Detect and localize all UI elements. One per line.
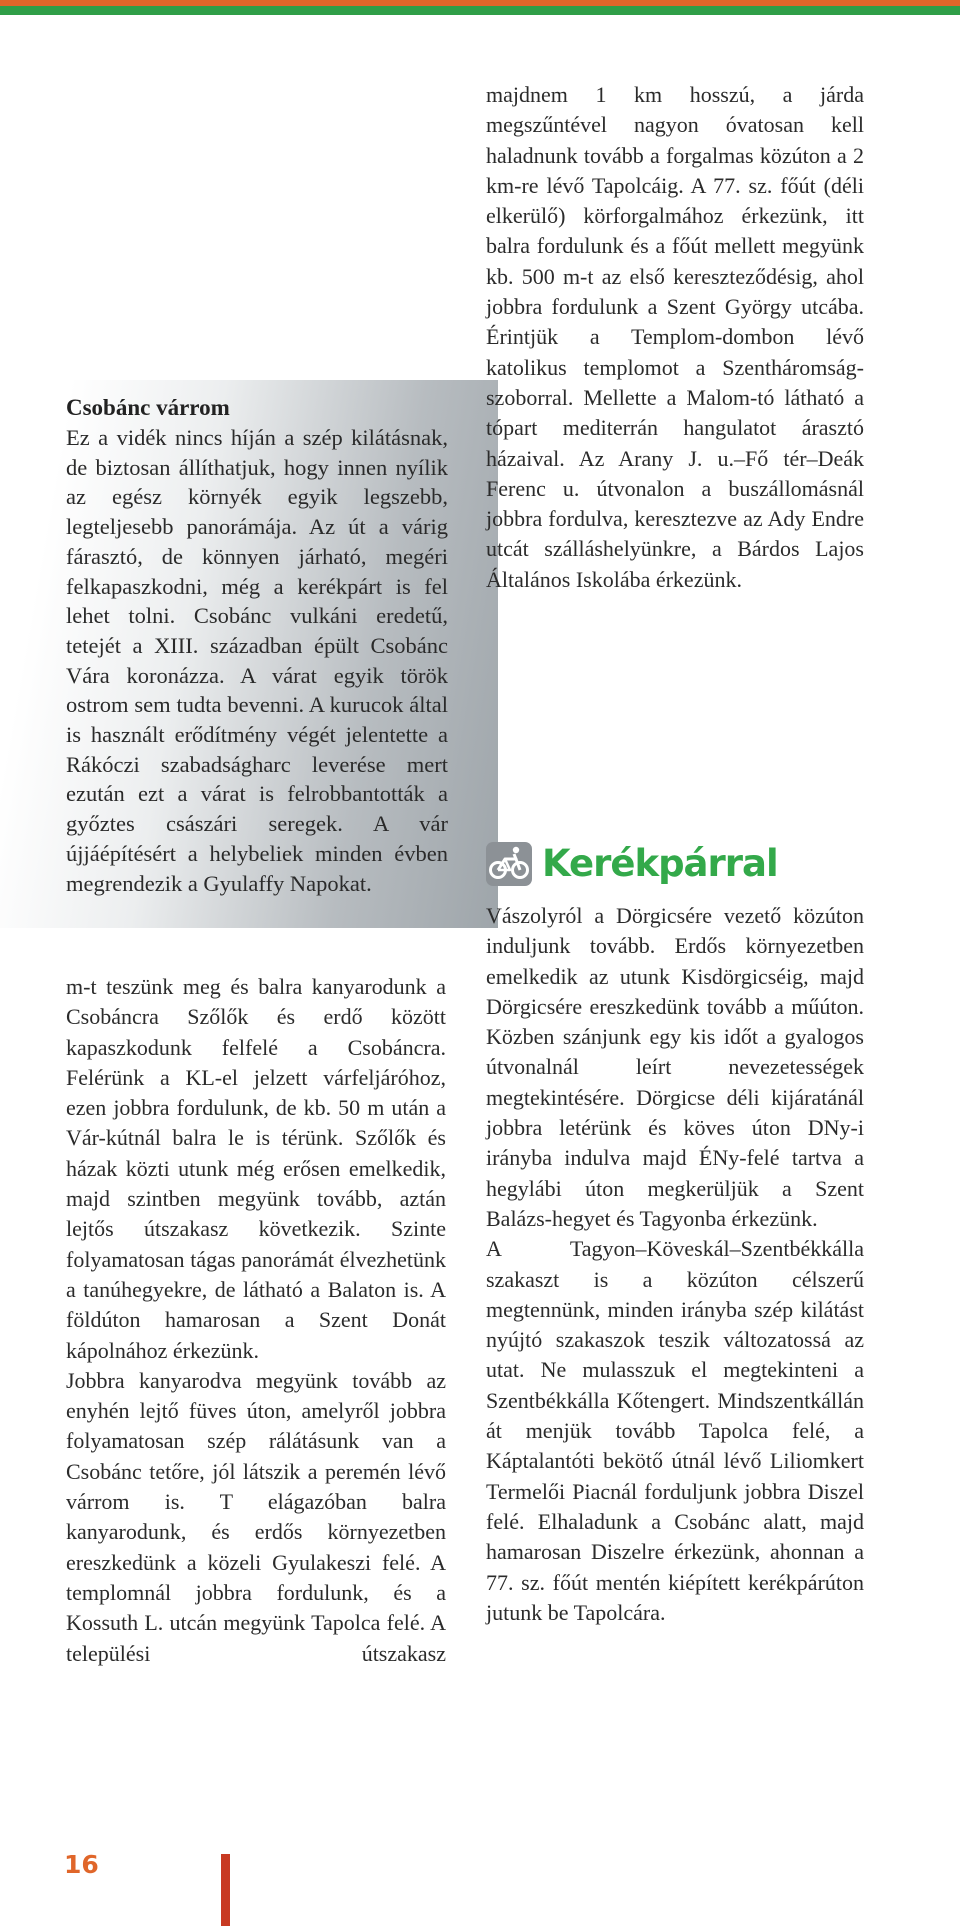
sidebar-title: Csobánc várrom <box>66 395 230 420</box>
left-paragraph-1: m-t teszünk meg és balra kanyarodunk a Csobáncra Szőlők és erdő között kapaszkodunk felfelé a Csobáncra. Felérünk a KL-el jelzett várfeljáróhoz, ezen jobbra fordulunk, de kb. 50 m után a Vár-kútnál balra le is térünk. Szőlők és házak közti utunk még erősen emelkedik, majd szintben megyünk tovább, aztán lejtős útszakasz következik. Szinte folyamatosan tágas panorámát élvezhetünk a tanúhegyekre, de látható a Balaton is. A földúton hamarosan a Szent Donát kápolnához érkezünk. <box>66 974 446 1363</box>
sidebar-box <box>0 380 498 928</box>
right-paragraph-top: majdnem 1 km hosszú, a járda megszűntével nagyon óvatosan kell haladnunk tovább a forgalmas közúton a 2 km-re lévő Tapolcáig. A 77. sz. főút (déli elkerülő) körforgalmához érkezünk, itt balra fordulunk és a főút mellett megyünk kb. 500 m-t az első kereszteződésig, ahol jobbra fordulunk a Szent György utcába. Érintjük a Templom-dombon lévő katolikus templomot a Szentháromság-szoborral. Mellette a Malom-tó látható a tópart mediterrán hangulatot árasztó házaival. Az Arany J. u.–Fő tér–Deák Ferenc u. útvonalon a buszállomásnál jobbra fordulva, keresztezve az Ady Endre utcát szálláshelyünkre, a Bárdos Lajos Általános Iskolába érkezünk. <box>486 82 864 592</box>
left-column <box>66 972 446 1669</box>
right-column-bottom <box>486 901 864 1628</box>
sidebar-text: Ez a vidék nincs híján a szép kilátásnak, de biztosan állíthatjuk, hogy innen nyílik az egész környék egyik legszebb, legteljesebb panorámája. Az út a várig fárasztó, de könnyen járható, megéri felkapaszkodni, még a kerékpárt is fel lehet tolni. Csobánc vulkáni eredetű, tetejét a XIII. században épült Csobánc Vára koronázza. A várat egyik török ostrom sem tudta bevenni. A kurucok által is használt erődítmény végét jelentette a Rákóczi szabadságharc leverése mert ezután ezt a várat is felrobbantották a győztes császári seregek. A vár újjáépítésért a helybeliek minden évben megrendezik a Gyulaffy Napokat. <box>66 425 448 896</box>
section-title: Kerékpárral <box>542 842 778 885</box>
right-paragraph-1: Vászolyról a Dörgicsére vezető közúton induljunk tovább. Erdős környezetben emelkedik az utunk Kisdörgicséig, majd Dörgicsére ereszkedünk tovább a műúton. Közben szánjunk egy kis időt a gyalogos útvonalnál leírt nevezetességek megtekintésére. Dörgicse déli kijáratánál jobbra letérünk és köves úton DNy-i irányba indulva majd ÉNy-felé tartva a hegylábi úton megkerüljük a Szent Balázs-hegyet és Tagyonba érkezünk. <box>486 903 864 1231</box>
page-number: 16 <box>64 1850 99 1879</box>
page-marker-bar <box>221 1854 230 1926</box>
right-paragraph-2: A Tagyon–Köveskál–Szentbékkálla szakaszt is a közúton célszerű megtennünk, minden irányba szép kilátást nyújtó szakaszok teszik változatossá az utat. Ne mulasszuk el megtekinteni a Szentbékkálla Kőtengert. Mindszentkállán át menjük tovább Tapolca felé, a Káptalantóti bekötő útnál lévő Liliomkert Termelői Piacnál forduljunk jobbra Diszel felé. Elhaladunk a Csobánc alatt, majd hamarosan Diszelre érkezünk, ahonnan a 77. sz. főút mentén kiépített kerékpárúton jutunk be Tapolcára. <box>486 1236 864 1625</box>
right-column-top <box>486 80 864 595</box>
left-paragraph-2: Jobbra kanyarodva megyünk tovább az enyhén lejtő füves úton, amelyről jobbra folyamatosan szép rálátásunk van a Csobánc tetőre, jól látszik a peremén lévő várrom is. T elágazóban balra kanyarodunk, és erdős környezetben ereszkedünk a közeli Gyulakeszi felé. A templomnál jobbra fordulunk, és a Kossuth L. utcán megyünk Tapolca felé. A települési útszakasz <box>66 1367 446 1666</box>
bicycle-icon <box>486 842 532 886</box>
top-stripe-green <box>0 6 960 15</box>
section-heading <box>486 840 886 890</box>
